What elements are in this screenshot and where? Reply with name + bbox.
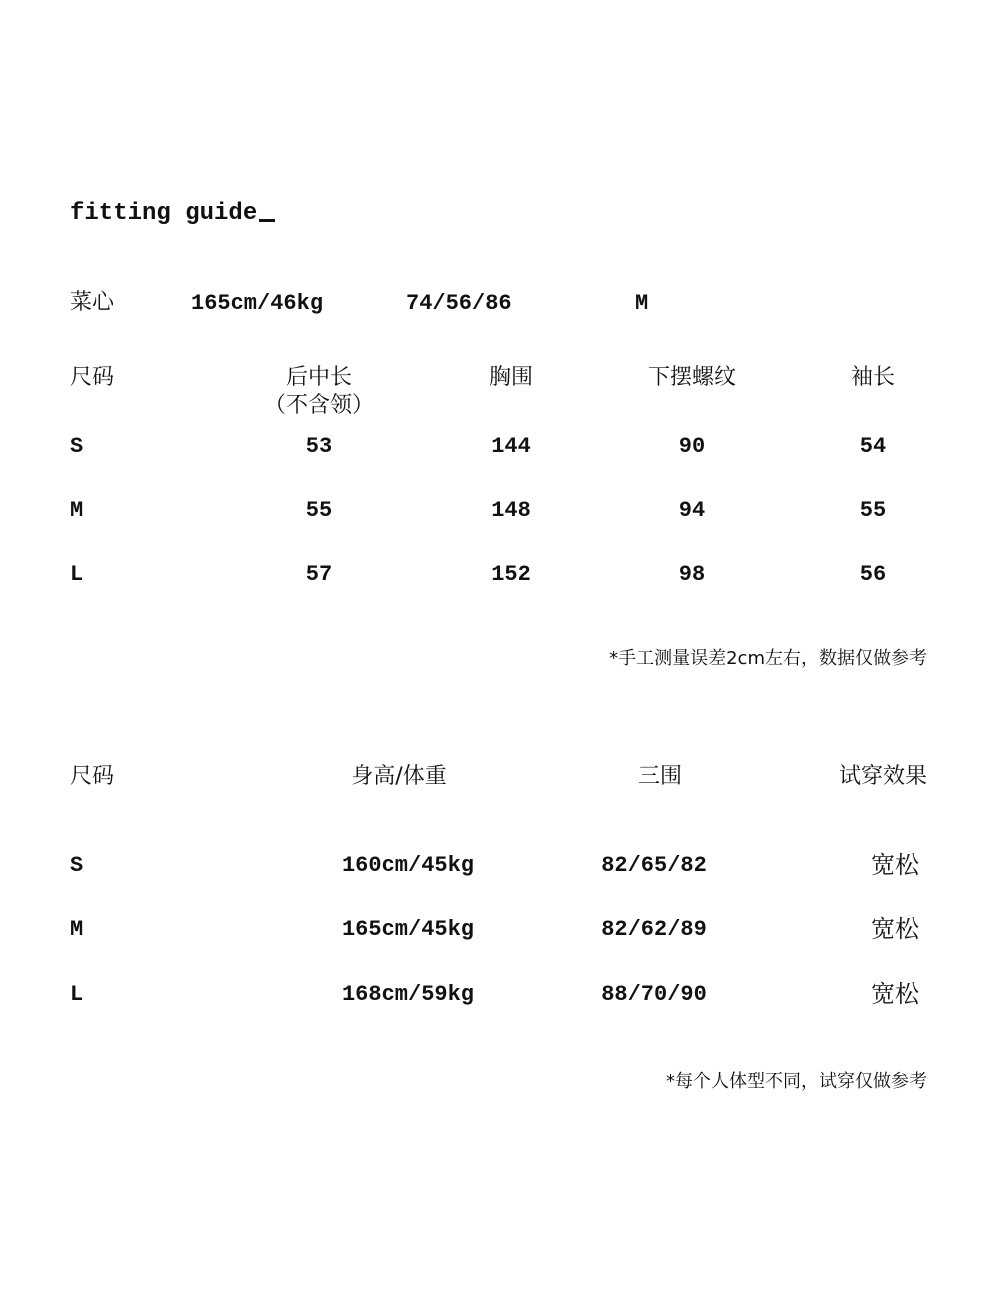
fit-row-m-result: 宽松 [871, 915, 919, 943]
size-row-s-hem: 90 [678, 434, 706, 459]
size-header-back-length-note: （不含领） [263, 393, 375, 419]
fit-row-s-height-weight: 160cm/45kg [341, 853, 475, 878]
fit-header-measurements: 三围 [637, 764, 683, 789]
model-height-weight: 165cm/46kg [191, 291, 324, 316]
fit-header-fit-result: 试穿效果 [838, 764, 927, 789]
size-table-note: *手工测量误差2cm左右，数据仅做参考 [609, 648, 927, 669]
fit-row-m-height-weight: 165cm/45kg [341, 917, 475, 942]
size-header-back-length-label: 后中长 [285, 365, 353, 390]
size-row-s-size: S [70, 434, 84, 459]
size-header-size: 尺码 [70, 365, 115, 390]
fit-row-l-measurements: 88/70/90 [601, 982, 707, 1007]
size-row-m-hem: 94 [678, 498, 706, 523]
fit-row-l-height-weight: 168cm/59kg [341, 982, 475, 1007]
fit-table-note: *每个人体型不同，试穿仅做参考 [666, 1071, 927, 1092]
size-header-sleeve: 袖长 [850, 365, 896, 390]
fit-header-height-weight: 身高/体重 [351, 764, 447, 789]
page-title [70, 200, 275, 229]
size-row-l-sleeve: 56 [859, 562, 887, 587]
fit-row-m-measurements: 82/62/89 [601, 917, 707, 942]
fit-row-m-size: M [70, 917, 84, 942]
cursor-underscore [259, 219, 275, 222]
size-row-l-size: L [70, 562, 84, 587]
size-row-m-size: M [70, 498, 84, 523]
size-row-l-hem: 98 [678, 562, 706, 587]
model-measurements: 74/56/86 [406, 291, 512, 316]
fit-row-l-size: L [70, 982, 84, 1007]
size-row-s-back-length: 53 [305, 434, 333, 459]
fit-row-l-result: 宽松 [871, 980, 919, 1008]
model-size: M [635, 291, 649, 316]
size-row-s-sleeve: 54 [859, 434, 887, 459]
size-header-back-length [264, 365, 374, 420]
size-row-m-chest: 148 [491, 498, 531, 523]
fit-row-s-result: 宽松 [871, 851, 919, 879]
page-title-text: fitting guide [70, 200, 258, 227]
fit-row-s-size: S [70, 853, 84, 878]
size-row-l-chest: 152 [491, 562, 531, 587]
size-row-m-back-length: 55 [305, 498, 333, 523]
fit-row-s-measurements: 82/65/82 [601, 853, 707, 878]
size-header-chest: 胸围 [488, 365, 534, 390]
size-header-hem-rib: 下摆螺纹 [647, 365, 737, 390]
size-row-l-back-length: 57 [305, 562, 333, 587]
size-row-s-chest: 144 [491, 434, 531, 459]
fit-header-size: 尺码 [70, 764, 115, 789]
size-row-m-sleeve: 55 [859, 498, 887, 523]
model-name: 菜心 [70, 290, 115, 315]
